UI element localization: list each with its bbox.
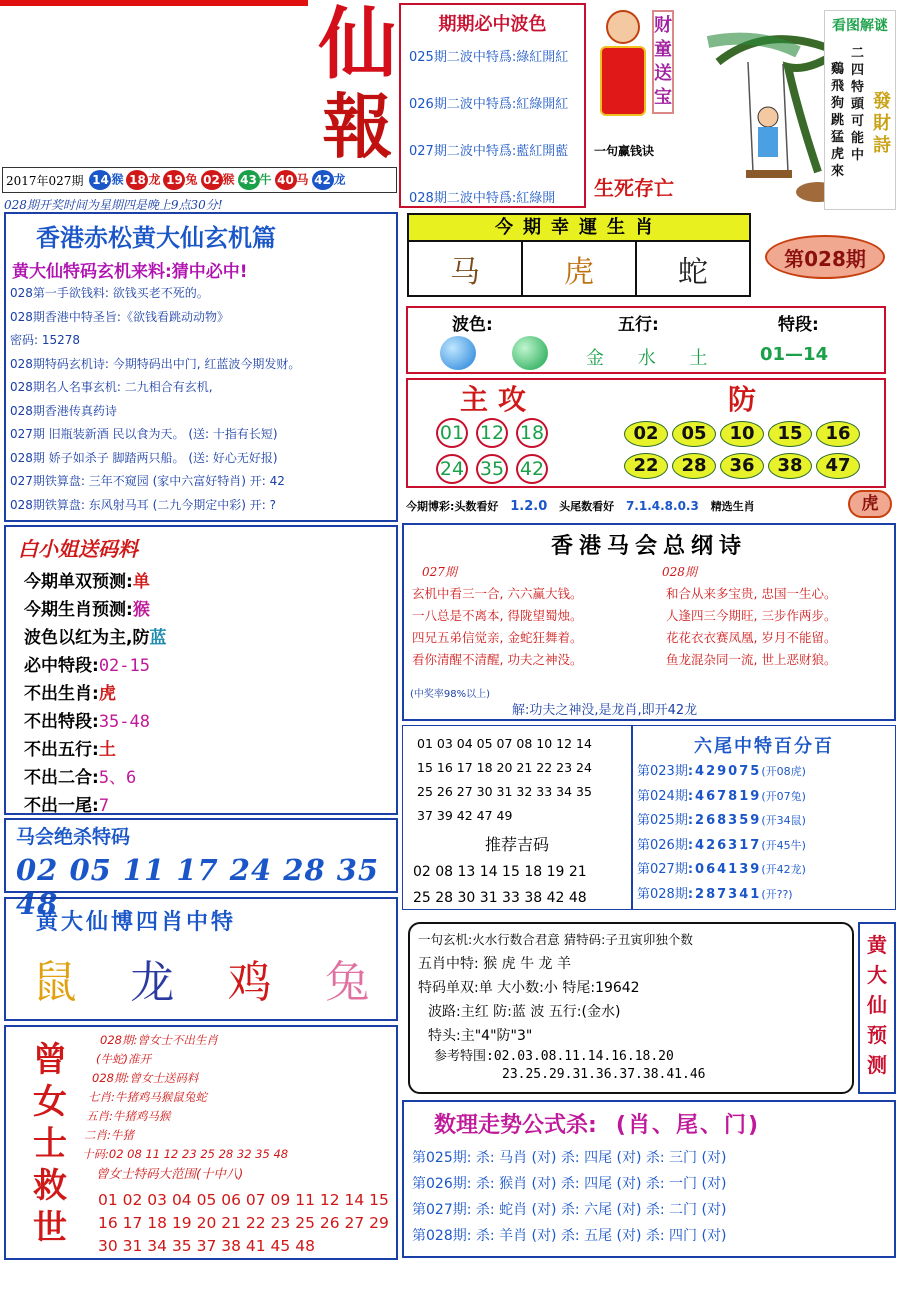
- poem-title: 香港马会总纲诗: [550, 533, 747, 559]
- formula-title-row: [434, 1108, 894, 1139]
- rabbit-icon: 兔: [325, 957, 370, 1008]
- result-ball-4: [201, 170, 235, 190]
- zeng-line: 七肖:牛猪鸡马猴鼠兔蛇: [88, 1090, 207, 1104]
- main-number: 18: [516, 418, 548, 448]
- zeng-char: 世: [33, 1208, 67, 1248]
- grid-line: 37 39 42 47 49: [417, 808, 513, 823]
- zeng-line: 028期:曾女士送码料: [92, 1071, 199, 1085]
- defense-label: 防: [728, 383, 757, 416]
- recommend-line: 25 28 30 31 33 38 42 48: [413, 890, 587, 906]
- poem-line: 四兄五弟信觉亲, 金蛇狂舞着。: [412, 630, 583, 645]
- grid-line: 25 26 27 30 31 32 33 34 35: [417, 784, 592, 799]
- zeng-char: 救: [33, 1166, 67, 1206]
- huangdaxian-lines: [10, 282, 396, 517]
- formula-title-2: (肖、尾、门): [615, 1113, 761, 1138]
- zeng-box: [4, 1025, 398, 1260]
- formula-title: 数理走势公式杀:: [434, 1113, 597, 1138]
- six-tail-row: 第028期:287341(开??): [637, 886, 793, 902]
- wave-label: 波色:: [452, 315, 493, 335]
- results-bar: [2, 167, 397, 193]
- mystery-line: 参考特围:02.03.08.11.14.16.18.20: [434, 1049, 674, 1064]
- scroll-title: 看图解谜: [832, 18, 888, 34]
- rat-icon: 鼠: [32, 957, 77, 1008]
- mascot-panel: [588, 2, 898, 210]
- hdx-line: 028期 娇子如杀子 脚踏两只船。 (送: 好心无好报): [10, 450, 278, 465]
- defense-number: 10: [720, 421, 764, 447]
- zodiac-row: [6, 946, 396, 1010]
- hdx-line: 028期铁算盘: 东风射马耳 (二九今期定中彩) 开: ?: [10, 497, 276, 512]
- defense-number: 16: [816, 421, 860, 447]
- pick-label: 精选生肖: [710, 500, 755, 513]
- wg-line: 今期生肖预测:猴: [24, 600, 150, 620]
- poem-line: 和合从来多宝贵, 忠国一生心。: [666, 586, 837, 601]
- segment-value: 01—14: [760, 344, 829, 365]
- recommend-title: 推荐吉码: [484, 835, 549, 854]
- head-value: 1.2.0: [510, 499, 548, 514]
- wg-line: 不出二合:5、6: [24, 768, 137, 788]
- result-ball-1: [89, 170, 123, 190]
- zeng-lines: [82, 1031, 288, 1183]
- main-number: 24: [436, 454, 468, 484]
- poem-title: 發財詩: [873, 91, 891, 156]
- defense-number: 02: [624, 421, 668, 447]
- head-label: 今期博彩:头数看好: [406, 500, 499, 513]
- poem-rate: (中奖率98%以上): [410, 689, 491, 700]
- lucky-snake-icon: 蛇: [678, 254, 708, 290]
- six-tail-title: 六尾中特百分百: [694, 736, 834, 757]
- ball-number: 40: [275, 170, 297, 190]
- six-tail-row: 第026期:426317(开45牛): [637, 837, 806, 853]
- ball-zodiac: 兔: [185, 172, 198, 187]
- wg-line: 不出一尾:7: [24, 796, 110, 816]
- zeng-line: 十码:02 08 11 12 23 25 28 32 35 48: [82, 1147, 289, 1161]
- six-tail-box: [632, 725, 896, 910]
- betting-footer: [406, 498, 846, 514]
- poem-box: [402, 523, 896, 721]
- title-char-bao: 報: [322, 85, 393, 168]
- wave-line: 026期二波中特爲:紅綠開紅: [409, 97, 569, 112]
- huangdaxian-box: [4, 212, 398, 522]
- dragon-icon: 龙: [130, 957, 175, 1008]
- issue-badge: 第028期: [765, 235, 885, 279]
- ball-zodiac: 猴: [222, 172, 235, 187]
- mahui-title: 马会绝杀特码: [16, 826, 131, 848]
- result-ball-6: [275, 170, 309, 190]
- wg-line: 不出特段:35-48: [24, 712, 150, 732]
- wg-line: 波色以红为主,防蓝: [24, 628, 167, 648]
- defense-number: 22: [624, 453, 668, 479]
- ball-zodiac: 龙: [148, 172, 161, 187]
- zeng-char: 士: [33, 1124, 67, 1164]
- hdx-line: 028期特码玄机诗: 今期特码出中门, 红蓝波今期发财。: [10, 356, 301, 371]
- ball-zodiac: 马: [296, 172, 309, 187]
- defense-number: 28: [672, 453, 716, 479]
- ball-zodiac: 猴: [111, 172, 124, 187]
- lucky-horse-icon: 马: [409, 242, 523, 295]
- mascot-banner: 财童送宝: [652, 10, 674, 114]
- attack-box: [406, 378, 886, 488]
- zeng-char: 曾: [33, 1040, 67, 1080]
- defense-number: 05: [672, 421, 716, 447]
- poem-right-issue: 028期: [662, 565, 697, 579]
- grid-lines: [417, 732, 631, 828]
- poem-line: 一八总是不离本, 得陇望蜀烛。: [412, 608, 583, 623]
- poem-line: 鱼龙混杂同一流, 世上恶财狼。: [666, 652, 837, 667]
- ball-number: 14: [89, 170, 111, 190]
- formula-row: 第028期: 杀: 羊肖 (对) 杀: 五尾 (对) 杀: 四门 (对): [412, 1228, 727, 1244]
- result-ball-5: [238, 170, 272, 190]
- poem-line: 玄机中看三一合, 六六赢大钱。: [412, 586, 583, 601]
- range-line: 01 02 03 04 05 06 07 09 11 12 14 15: [98, 1191, 389, 1209]
- huangdaxian-title: 香港赤松黄大仙玄机篇: [36, 224, 276, 252]
- recommend-lines: [413, 859, 631, 911]
- zeng-side: [26, 1039, 74, 1249]
- zeng-line: (牛蛇)准开: [96, 1052, 151, 1066]
- hdx-line: 028期名人名事玄机: 二九相合有玄机,: [10, 380, 213, 394]
- zeng-line: 五肖:牛猪鸡马猴: [86, 1109, 171, 1123]
- formula-box: [402, 1100, 896, 1258]
- poem-line: 花花衣衣赛凤凰, 岁月不能留。: [666, 630, 837, 645]
- wg-line: 不出五行:土: [24, 740, 116, 760]
- hdx-line: 027期 旧瓶装新酒 民以食为天。 (送: 十指有长短): [10, 427, 278, 441]
- zeng-line: 028期:曾女士不出生肖: [100, 1033, 218, 1047]
- four-zodiac-box: [4, 897, 398, 1021]
- poem-right: [666, 583, 836, 671]
- main-attack-label: 主攻: [460, 383, 537, 416]
- hdx-line: 密码: 15278: [10, 333, 81, 347]
- ball-number: 18: [126, 170, 148, 190]
- mystery-line: 特码单双:单 大小数:小 特尾:19642: [418, 980, 640, 996]
- hdx-line: 028期香港中特圣旨:《欲钱看跳动动物》: [10, 309, 229, 324]
- lucky-title: 今期幸運生肖: [409, 215, 749, 242]
- white-girl-box: [4, 525, 398, 815]
- main-numbers: [432, 416, 582, 488]
- wg-line: 必中特段:02-15: [24, 656, 150, 676]
- defense-numbers: [622, 418, 884, 482]
- ball-number: 19: [163, 170, 185, 190]
- hdx-line: 027期铁算盘: 三年不窥园 (家中六富好特肖) 开: 42: [10, 474, 285, 488]
- wave-ball-green: [512, 336, 548, 370]
- lucky-box: [407, 213, 751, 297]
- ball-number: 43: [238, 170, 260, 190]
- mascot-phrase: 生死存亡: [594, 176, 674, 200]
- range-line: 30 31 34 35 37 38 41 45 48: [98, 1237, 315, 1255]
- main-number: 35: [476, 454, 508, 484]
- formula-row: 第027期: 杀: 蛇肖 (对) 杀: 六尾 (对) 杀: 二门 (对): [412, 1202, 727, 1218]
- attributes-box: [406, 306, 886, 374]
- mystery-line: 特头:主"4"防"3": [428, 1028, 533, 1044]
- defense-number: 38: [768, 453, 812, 479]
- element-label: 五行:: [618, 315, 659, 335]
- element: 土: [689, 348, 708, 369]
- segment-label: 特段:: [778, 315, 819, 335]
- wg-line: 今期单双预测:单: [24, 572, 150, 592]
- element: 金: [586, 348, 604, 369]
- main-number: 42: [516, 454, 548, 484]
- four-zodiac-title: 黄大仙博四肖中特: [36, 910, 237, 935]
- grid-line: 01 03 04 05 07 08 10 12 14: [417, 736, 592, 751]
- mascot-caption: 一句赢钱诀: [594, 144, 655, 158]
- range-line: 16 17 18 19 20 21 22 23 25 26 27 29: [98, 1214, 389, 1232]
- poem-left: [412, 583, 582, 671]
- element: 水: [637, 348, 656, 369]
- zeng-line: 曾女士特码大范围(十中八): [96, 1166, 244, 1181]
- wave-line: 027期二波中特爲:藍紅開藍: [409, 144, 569, 159]
- ball-zodiac: 龙: [333, 172, 346, 187]
- zeng-line: 二肖:牛猪: [84, 1128, 134, 1142]
- child-mascot-icon: [598, 10, 648, 130]
- poem-answer: 解:功夫之神没,是龙肖,即开42龙: [512, 703, 698, 718]
- mystery-line: 波路:主红 防:蓝 波 五行:(金水): [428, 1004, 621, 1020]
- draw-time-notice: 028期开奖时间为星期四是晚上9点30分!: [4, 198, 223, 212]
- six-tail-row: 第025期:268359(开34鼠): [637, 813, 806, 828]
- issue-label: 2017年027期: [6, 173, 84, 188]
- tail-value: 7.1.4.8.0.3: [625, 499, 699, 513]
- white-girl-title: 白小姐送码料: [18, 537, 138, 561]
- recommend-line: 02 08 13 14 15 18 19 21: [413, 864, 587, 880]
- wave-box: [399, 3, 586, 208]
- scroll-box: [824, 10, 896, 210]
- lucky-tiger-icon: 虎: [523, 242, 637, 295]
- wave-line: 025期二波中特爲:綠紅開紅: [409, 50, 569, 65]
- poem-left-issue: 027期: [422, 565, 457, 579]
- ball-number: 42: [312, 170, 334, 190]
- mahui-box: [4, 818, 398, 921]
- poem-col-1: 二四特頭可能中: [851, 46, 865, 163]
- defense-number: 36: [720, 453, 764, 479]
- result-ball-2: [126, 170, 160, 190]
- elements-list: [586, 344, 707, 370]
- grid-line: 15 16 17 18 20 21 22 23 24: [417, 760, 592, 775]
- mystery-box: [408, 922, 854, 1094]
- six-tail-rows: [637, 760, 895, 907]
- huangdaxian-subtitle: 黄大仙特码玄机来料:猜中必中!: [12, 262, 248, 282]
- mahui-numbers: 02 05 11 17 24 28 35 48: [16, 853, 380, 921]
- formula-rows: [412, 1145, 894, 1249]
- header-red-bar: [0, 0, 308, 6]
- formula-row: 第025期: 杀: 马肖 (对) 杀: 四尾 (对) 杀: 三门 (对): [412, 1150, 727, 1166]
- defense-number: 15: [768, 421, 812, 447]
- number-grid-box: [402, 725, 632, 910]
- ball-zodiac: 牛: [259, 172, 272, 187]
- main-number: 12: [476, 418, 508, 448]
- wg-line: 不出生肖:虎: [24, 684, 116, 704]
- mystery-line: 五肖中特: 猴 虎 牛 龙 羊: [418, 956, 571, 972]
- mystery-line: 一句玄机:火水行数合君意 猜特码:子丑寅卯独个数: [418, 932, 693, 947]
- hdx-line: 028第一手欲钱料: 欲钱买老不死的。: [10, 286, 209, 300]
- zeng-range: [98, 1189, 389, 1258]
- six-tail-row: 第023期:429075(开08虎): [637, 764, 806, 779]
- wave-ball-blue: [440, 336, 476, 370]
- six-tail-row: 第024期:467819(开07兔): [637, 788, 806, 804]
- mystery-line: 23.25.29.31.36.37.38.41.46: [502, 1067, 706, 1082]
- result-ball-3: [163, 170, 197, 190]
- wave-box-title: 期期必中波色: [438, 14, 547, 35]
- poem-line: 人逢四三今期旺, 三步作两步。: [666, 608, 837, 623]
- tail-label: 头尾数看好: [559, 500, 615, 513]
- formula-row: 第026期: 杀: 猴肖 (对) 杀: 四尾 (对) 杀: 一门 (对): [412, 1176, 727, 1192]
- hdx-line: 028期香港传真药诗: [10, 403, 117, 418]
- rooster-icon: 鸡: [227, 957, 272, 1008]
- defense-number: 47: [816, 453, 860, 479]
- six-tail-row: 第027期:064139(开42龙): [637, 862, 806, 877]
- main-number: 01: [436, 418, 468, 448]
- poem-line: 看你清醒不清醒, 功夫之神没。: [412, 652, 583, 667]
- pick-badge: 虎: [848, 490, 892, 518]
- zeng-char: 女: [33, 1082, 67, 1122]
- page-title: [315, 0, 400, 168]
- white-girl-lines: [24, 568, 396, 820]
- title-char-xian: 仙: [318, 0, 397, 90]
- mystery-side-label: 黄大仙预测: [858, 922, 896, 1094]
- poem-col-2: 鷄飛狗跳猛虎來: [831, 62, 845, 179]
- ball-number: 02: [201, 170, 223, 190]
- result-ball-7: [312, 170, 346, 190]
- wave-line: 028期二波中特爲:紅綠開: [409, 191, 556, 206]
